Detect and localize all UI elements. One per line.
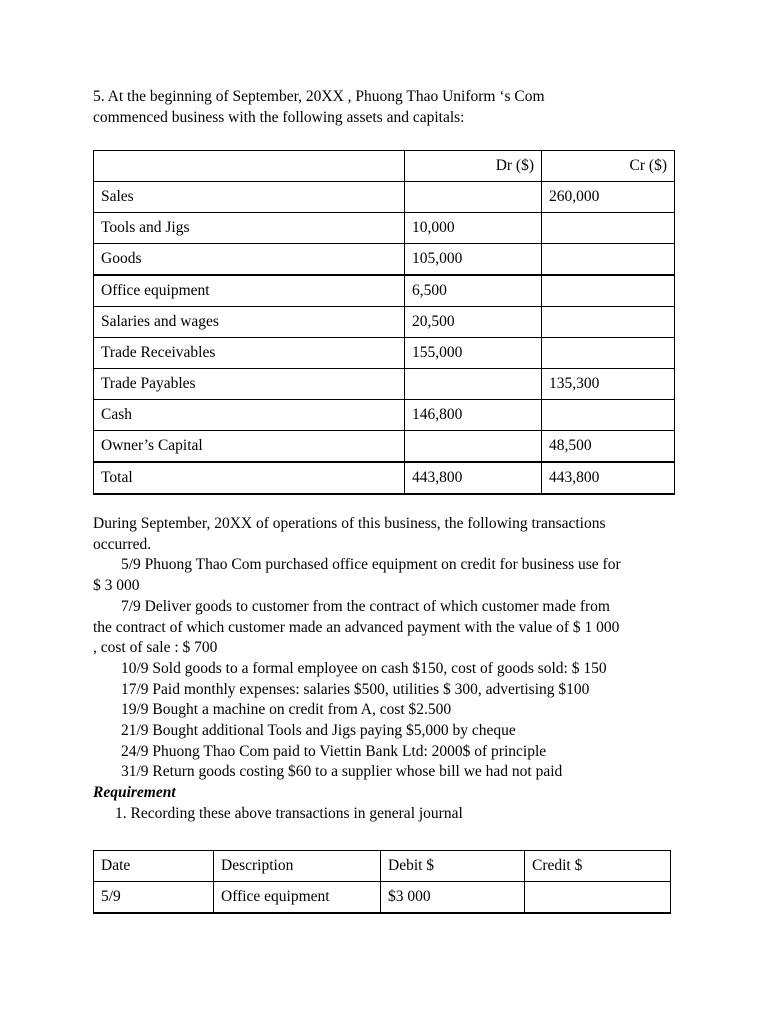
general-journal-table [93, 850, 671, 914]
cr-amount [542, 244, 675, 276]
account-name: Trade Payables [94, 369, 405, 400]
total-row [94, 462, 675, 494]
transaction-text: $ 3 000 [93, 577, 140, 595]
dr-amount: 146,800 [405, 400, 542, 431]
dr-amount [405, 431, 542, 463]
transaction-item: 10/9 Sold goods to a formal employee on cash $150, cost of goods sold: $ 150 [121, 659, 607, 677]
transaction-item: 31/9 Return goods costing $60 to a supplier whose bill we had not paid [121, 763, 563, 781]
transaction-item: 17/9 Paid monthly expenses: salaries $500, utilities $ 300, advertising $100 [121, 680, 590, 698]
intro-paragraph [93, 86, 683, 128]
table-row [94, 431, 675, 463]
cr-amount: 48,500 [542, 431, 675, 463]
account-name: Sales [94, 182, 405, 213]
dr-amount: 443,800 [405, 462, 542, 494]
account-name: Tools and Jigs [94, 213, 405, 244]
table-row [94, 369, 675, 400]
transaction-text: the contract of which customer made an advanced payment with the value of $ 1 000 [93, 618, 620, 636]
dr-amount: 6,500 [405, 275, 542, 307]
account-name: Owner’s Capital [94, 431, 405, 463]
dr-amount [405, 369, 542, 400]
cr-amount: 135,300 [542, 369, 675, 400]
table-row [94, 182, 675, 213]
journal-header-credit: Credit $ [525, 851, 671, 882]
journal-header-row [94, 851, 671, 882]
account-name: Goods [94, 244, 405, 276]
cr-amount: 260,000 [542, 182, 675, 213]
dr-amount [405, 182, 542, 213]
balance-header-cr: Cr ($) [542, 151, 675, 182]
table-row [94, 882, 671, 914]
transaction-item [93, 555, 683, 596]
cr-amount [542, 275, 675, 307]
account-name: Cash [94, 400, 405, 431]
journal-description: Office equipment [214, 882, 381, 914]
transactions-intro [93, 514, 683, 555]
account-name: Trade Receivables [94, 338, 405, 369]
transaction-text: 5/9 Phuong Thao Com purchased office equipment on credit for business use for [121, 556, 621, 574]
cr-amount [542, 400, 675, 431]
account-name: Total [94, 462, 405, 494]
table-row [94, 244, 675, 276]
dr-amount: 105,000 [405, 244, 542, 276]
table-row [94, 275, 675, 307]
transactions-intro-line-2: occurred. [93, 535, 152, 553]
transactions-section [93, 514, 683, 825]
account-name: Salaries and wages [94, 307, 405, 338]
dr-amount: 155,000 [405, 338, 542, 369]
cr-amount [542, 307, 675, 338]
transaction-text: 7/9 Deliver goods to customer from the contract of which customer made from [121, 597, 610, 615]
opening-balance-table [93, 150, 675, 495]
cr-amount [542, 338, 675, 369]
table-row [94, 213, 675, 244]
table-row [94, 400, 675, 431]
transactions-intro-line-1: During September, 20XX of operations of this business, the following transactions [93, 515, 606, 532]
journal-header-description: Description [214, 851, 381, 882]
table-row [94, 338, 675, 369]
table-row [94, 307, 675, 338]
journal-header-date: Date [94, 851, 214, 882]
journal-debit: $3 000 [381, 882, 525, 914]
transaction-item: 21/9 Bought additional Tools and Jigs paying $5,000 by cheque [121, 722, 516, 740]
requirement-heading: Requirement [93, 784, 176, 802]
cr-amount: 443,800 [542, 462, 675, 494]
transaction-text: , cost of sale : $ 700 [93, 639, 218, 657]
journal-date: 5/9 [94, 882, 214, 914]
transaction-item: 19/9 Bought a machine on credit from A, cost $2.500 [121, 701, 452, 719]
balance-header-item [94, 151, 405, 182]
balance-header-dr: Dr ($) [405, 151, 542, 182]
document-page [93, 86, 683, 905]
journal-credit [525, 882, 671, 914]
intro-line-2: commenced business with the following assets and capitals: [93, 109, 465, 126]
cr-amount [542, 213, 675, 244]
transaction-item: 24/9 Phuong Thao Com paid to Viettin Bank Ltd: 2000$ of principle [121, 742, 547, 760]
transaction-item [93, 597, 683, 659]
journal-header-debit: Debit $ [381, 851, 525, 882]
requirement-item: 1. Recording these above transactions in general journal [115, 804, 463, 822]
dr-amount: 10,000 [405, 213, 542, 244]
intro-line-1: 5. At the beginning of September, 20XX , Phuong Thao Uniform ‘s Com [93, 88, 545, 105]
dr-amount: 20,500 [405, 307, 542, 338]
balance-header-row [94, 151, 675, 182]
account-name: Office equipment [94, 275, 405, 307]
